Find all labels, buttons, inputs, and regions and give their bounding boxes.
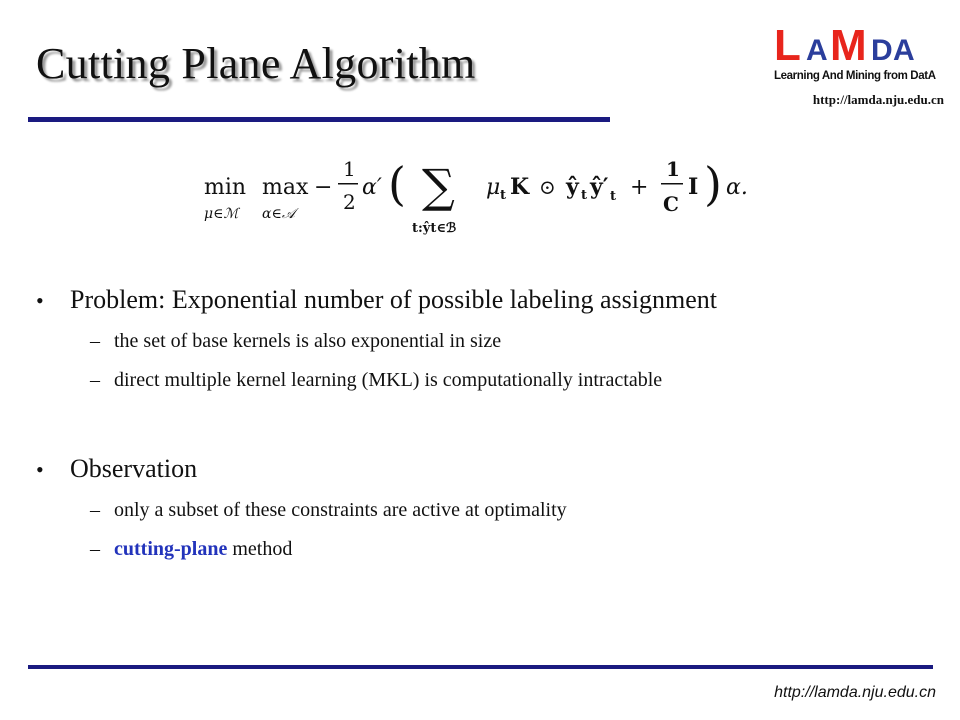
eq-plus: + — [630, 175, 649, 200]
logo-letter-d: D — [871, 34, 893, 67]
eq-min: min — [204, 175, 247, 200]
logo-letter-m: M — [830, 21, 867, 70]
eq-alpha-end: α. — [726, 175, 748, 200]
lamda-logo — [772, 18, 947, 90]
title-underline — [28, 117, 610, 122]
logo-letter-a2: A — [893, 34, 915, 67]
eq-yhat-prime-sub: t — [610, 189, 617, 204]
sub-dash: – — [90, 330, 100, 352]
eq-yhat: ŷ — [566, 174, 579, 200]
eq-alpha-prime: α′ — [362, 175, 382, 200]
bullet-observation-text: Observation — [70, 454, 198, 483]
eq-c-frac-bar — [661, 183, 683, 185]
eq-c: C — [663, 192, 679, 216]
sub-dash: – — [90, 369, 100, 391]
sub-bullet-base-kernels — [90, 330, 501, 353]
sub-bullet-mkl — [90, 369, 662, 392]
eq-mu: μ — [486, 175, 501, 200]
sub-bullet-text: method — [227, 538, 293, 560]
eq-yhat-sub: t — [581, 188, 588, 203]
logo-url: http://lamda.nju.edu.cn — [812, 92, 944, 107]
bullet-problem — [36, 285, 717, 315]
eq-odot: ⊙ — [539, 175, 556, 199]
eq-k: K — [510, 174, 530, 200]
eq-i: I — [688, 174, 699, 200]
eq-frac-bar — [338, 183, 358, 185]
sub-bullet-text: direct multiple kernel learning (MKL) is computationally intractable — [114, 369, 663, 391]
eq-right-paren: ) — [704, 157, 722, 211]
sub-bullet-text: only a subset of these constraints are active at optimality — [114, 499, 567, 521]
eq-max-sub: α∈𝒜 — [262, 206, 296, 222]
bullet-dot: • — [36, 288, 44, 313]
eq-frac-den: 2 — [343, 190, 356, 214]
eq-left-paren: ( — [388, 157, 406, 211]
footer-rule — [28, 665, 933, 669]
sub-dash: – — [90, 499, 100, 521]
logo-letter-a: A — [806, 34, 828, 67]
sub-dash: – — [90, 538, 100, 560]
slide-title: Cutting Plane Algorithm — [36, 39, 476, 88]
eq-mu-sub: t — [500, 188, 507, 203]
sub-bullet-text: the set of base kernels is also exponential in size — [114, 330, 502, 352]
bullet-observation — [36, 454, 197, 484]
eq-max: max — [262, 175, 309, 200]
objective-equation — [204, 150, 784, 250]
logo-letter-l: L — [774, 21, 801, 70]
eq-sum: ∑ — [422, 159, 455, 213]
bullet-dot: • — [36, 457, 44, 482]
cutting-plane-highlight: cutting-plane — [114, 538, 228, 560]
eq-sum-sub: t:ŷt∈ℬ — [412, 221, 457, 236]
eq-one: 1 — [666, 157, 680, 181]
eq-yhat-prime: ŷ′ — [590, 174, 609, 200]
logo-tagline: Learning And Mining from DatA — [774, 70, 936, 82]
sub-bullet-cutting-plane — [90, 538, 292, 561]
bullet-problem-text: Problem: Exponential number of possible labeling assignment — [70, 285, 718, 314]
sub-bullet-active-constraints — [90, 499, 567, 522]
eq-frac-num: 1 — [343, 157, 356, 181]
eq-min-sub: μ∈ℳ — [204, 206, 239, 222]
footer-url: http://lamda.nju.edu.cn — [774, 684, 936, 701]
eq-minus: − — [314, 175, 333, 200]
